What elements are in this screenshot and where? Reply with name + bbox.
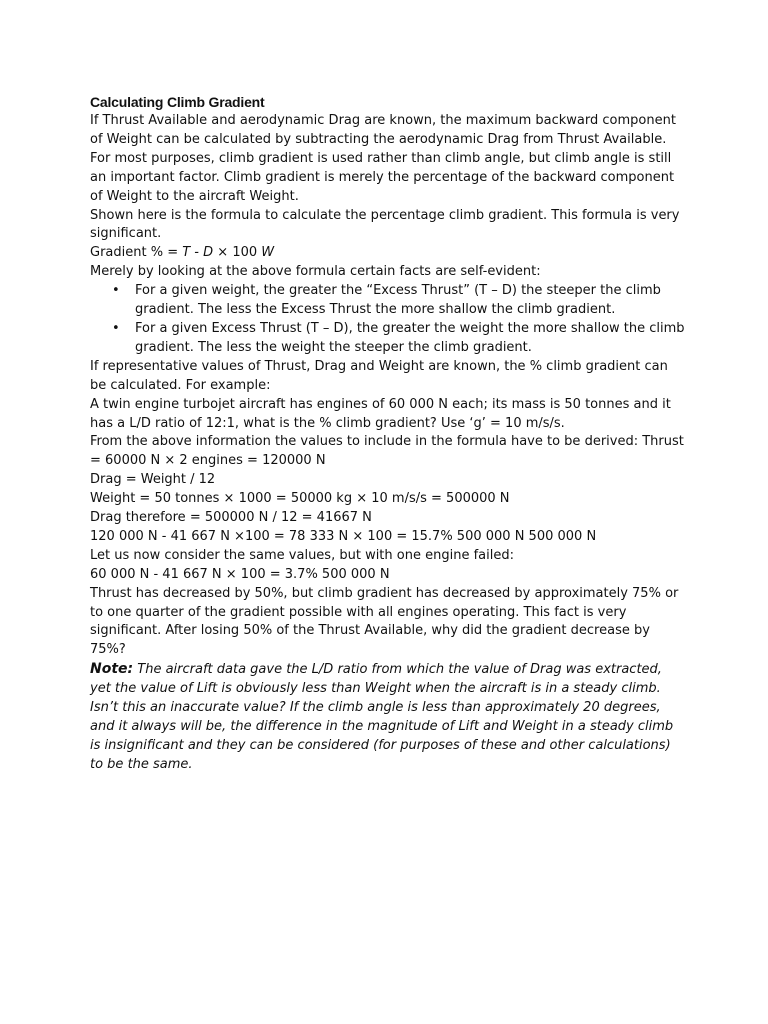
one-engine-calculation: 60 000 N - 41 667 N × 100 = 3.7% 500 000 N (90, 566, 390, 582)
formula-intro-paragraph: Shown here is the formula to calculate the percentage climb gradient. This formula is very significant. (90, 207, 680, 242)
note-body: The aircraft data gave the L/D ratio from which the value of Drag was extracted, yet the value of Lift is obviously less than Weight when the aircraft is in a steady climb. Isn’t this an inaccurate value? If the climb angle is less than approximately 20 degrees, and it always will be, the difference in the magnitude of Lift and Weight in a steady climb is insignificant and they can be considered (for purposes of these and other calculations) to be the same. (90, 662, 674, 772)
list-item (112, 282, 686, 320)
formula-prefix: Gradient % = (90, 245, 183, 261)
note-paragraph (90, 660, 686, 774)
facts-list (90, 282, 686, 358)
one-engine-intro-paragraph: Let us now consider the same values, but with one engine failed: (90, 547, 514, 563)
list-item-text: For a given Excess Thrust (T – D), the greater the weight the more shallow the climb gradient. The less the weight the steeper the climb gradient. (135, 320, 685, 355)
example-intro-paragraph: If representative values of Thrust, Drag and Weight are known, the % climb gradient can be calculated. For example: (90, 358, 668, 393)
derivation-paragraph: From the above information the values to include in the formula have to be derived: Thrust = 60000 N × 2 engines = 120000 N (90, 434, 684, 469)
intro-paragraph: If Thrust Available and aerodynamic Drag are known, the maximum backward component of Weight can be calculated by subtracting the aerodynamic Drag from Thrust Available. For most purposes, climb gradient is used rather than climb angle, but climb angle is still an important factor. Climb gradient is merely the percentage of the backward component of Weight to the aircraft Weight. (90, 113, 676, 204)
document-page (90, 92, 686, 775)
gradient-formula (90, 244, 686, 263)
facts-intro-paragraph: Merely by looking at the above formula certain facts are self-evident: (90, 264, 541, 280)
list-item-text: For a given weight, the greater the “Excess Thrust” (T – D) the steeper the climb gradient. The less the Excess Thrust the more shallow the climb gradient. (135, 283, 661, 318)
note-label: Note: (90, 661, 134, 678)
all-engines-calculation: 120 000 N - 41 667 N ×100 = 78 333 N × 100 = 15.7% 500 000 N 500 000 N (90, 528, 597, 544)
formula-denominator: W (261, 245, 275, 261)
document-heading: Calculating Climb Gradient (90, 94, 265, 110)
example-question-paragraph: A twin engine turbojet aircraft has engines of 60 000 N each; its mass is 50 tonnes and it has a L/D ratio of 12:1, what is the % climb gradient? Use ‘g’ = 10 m/s/s. (90, 396, 671, 431)
bullet-icon: • (112, 320, 120, 336)
formula-times: × 100 (213, 245, 262, 261)
weight-calculation-line: Weight = 50 tonnes × 1000 = 50000 kg × 10 m/s/s = 500000 N (90, 491, 510, 507)
drag-formula-line: Drag = Weight / 12 (90, 472, 216, 488)
drag-value-line: Drag therefore = 500000 N / 12 = 41667 N (90, 510, 372, 526)
conclusion-paragraph: Thrust has decreased by 50%, but climb gradient has decreased by approximately 75% or to one quarter of the gradient possible with all engines operating. This fact is very significant. After losing 50% of the Thrust Available, why did the gradient decrease by 75%? (90, 585, 679, 658)
formula-numerator: T - D (182, 245, 214, 261)
bullet-icon: • (112, 283, 120, 299)
list-item (112, 320, 686, 358)
